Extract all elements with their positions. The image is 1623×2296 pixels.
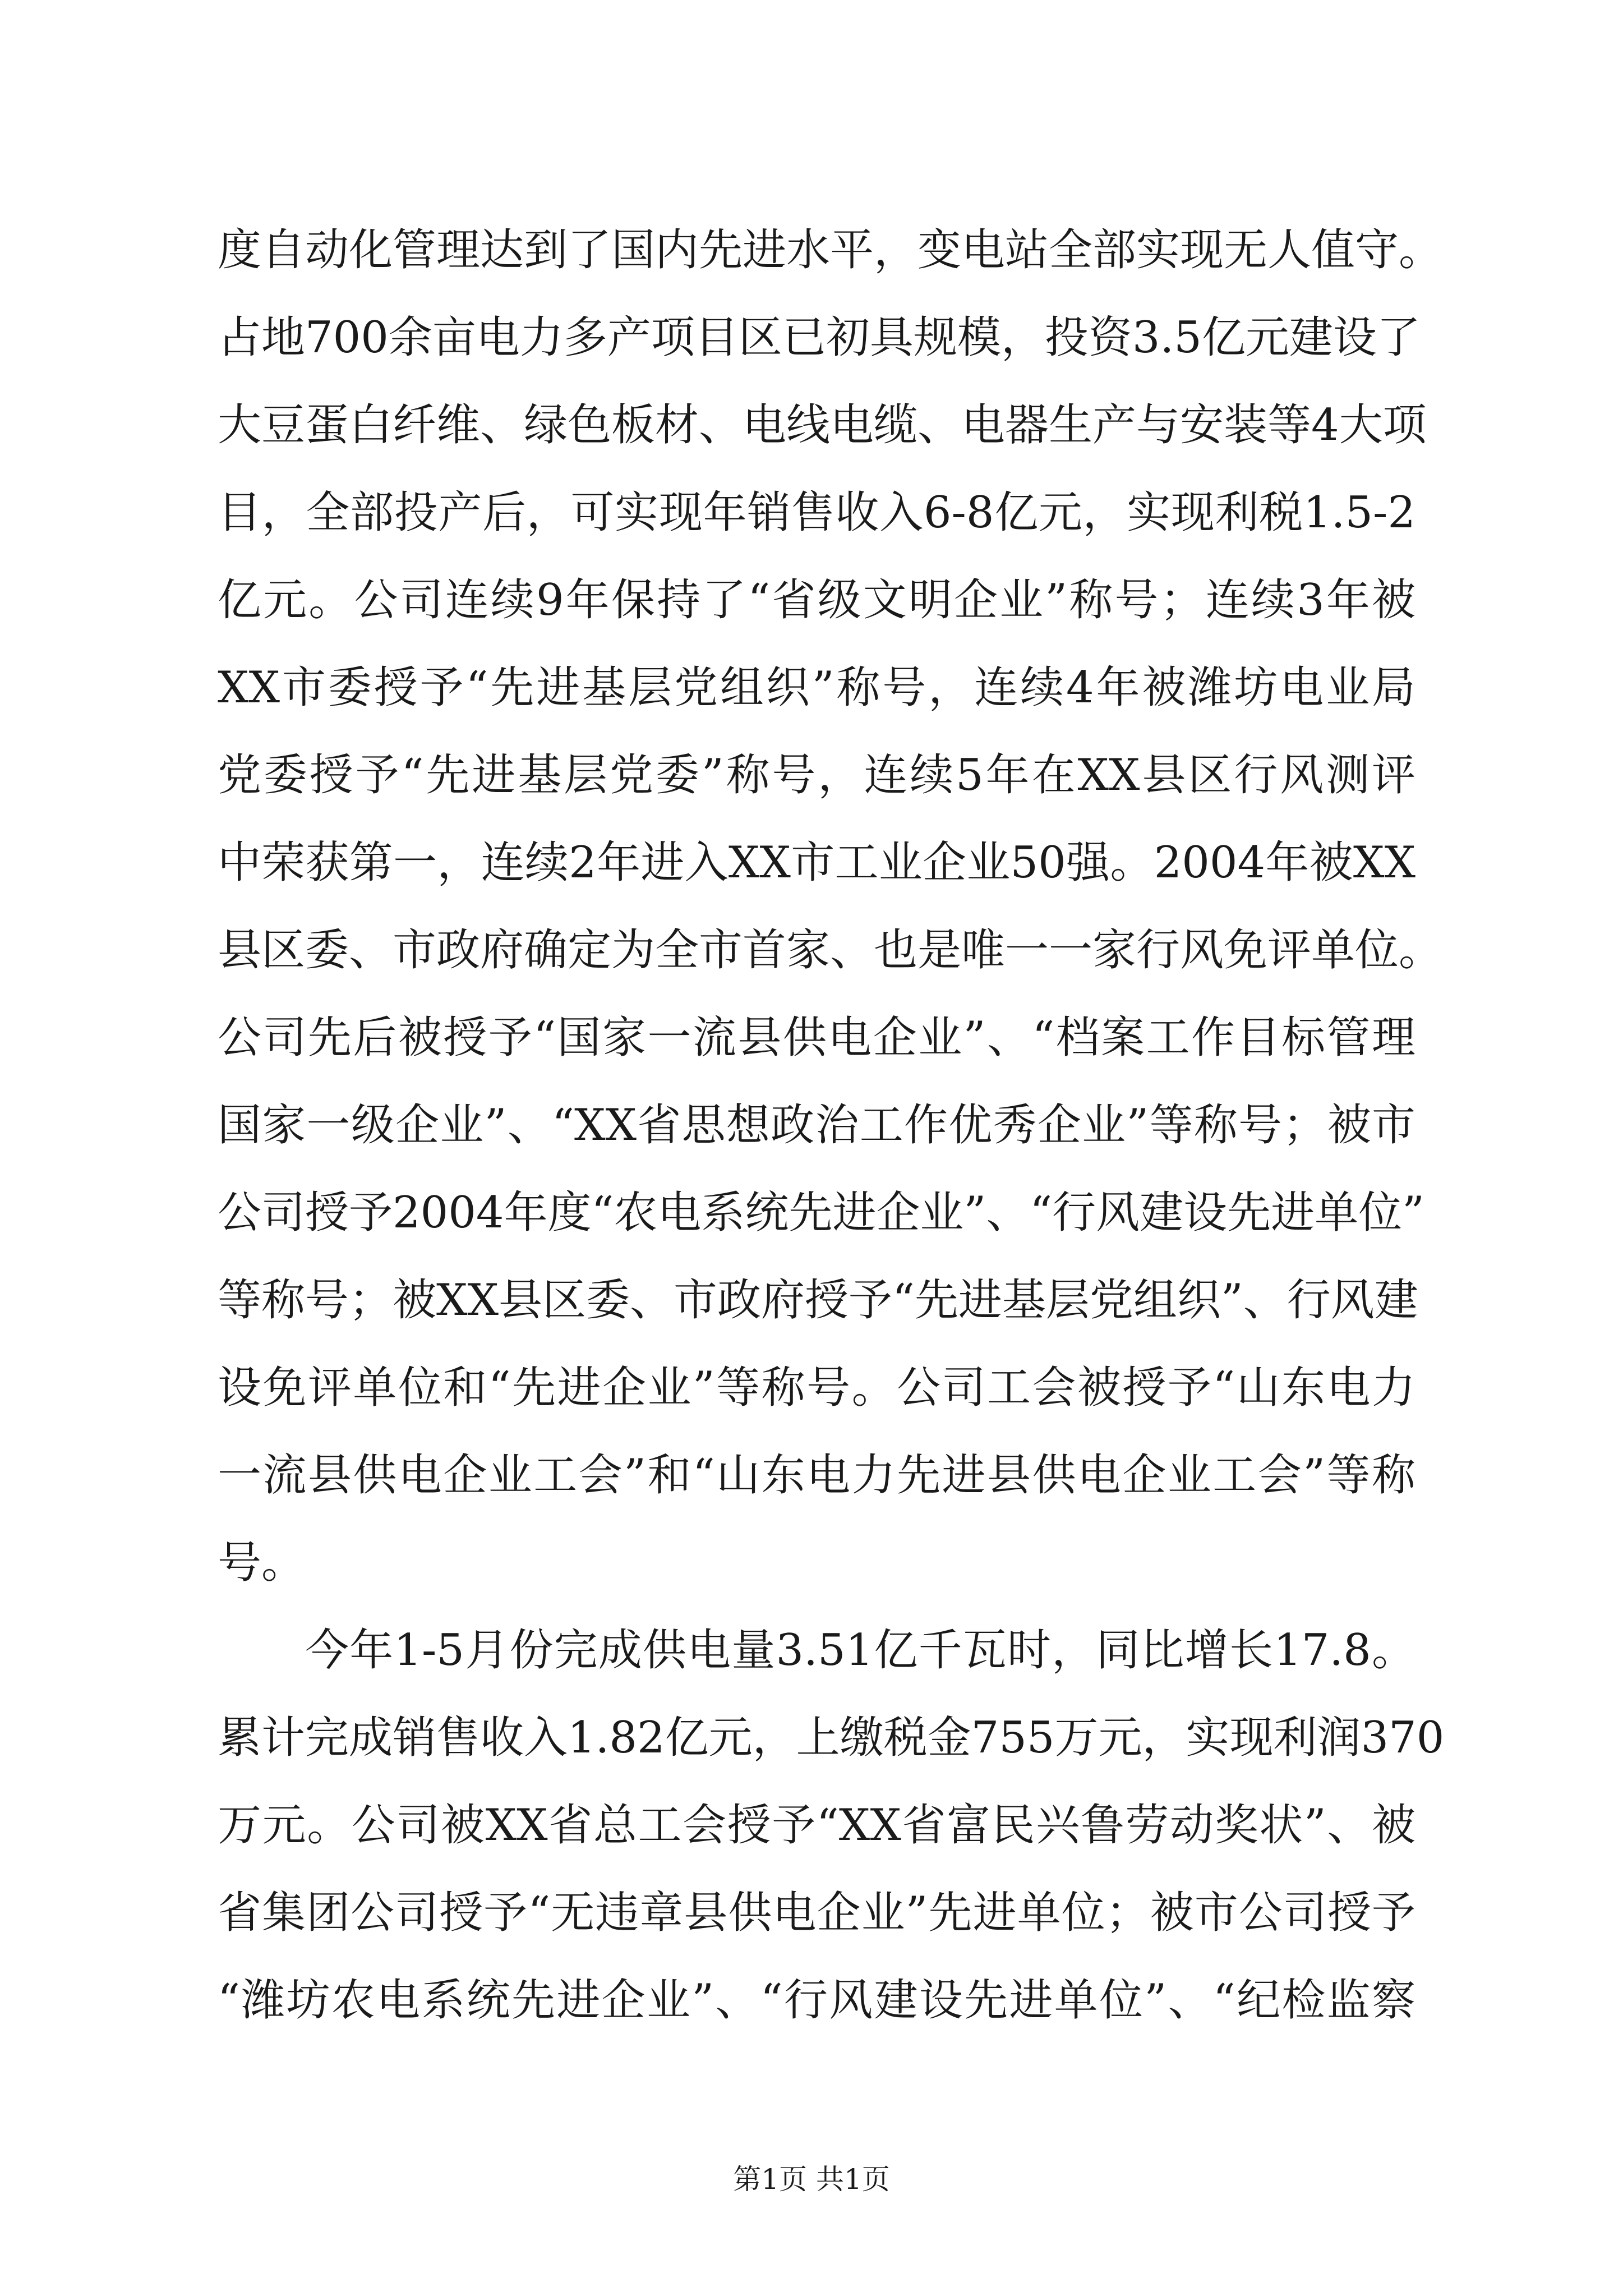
text-line: 县区委、市政府确定为全市首家、也是唯一一家行风免评单位。 [218,925,1443,976]
text-line: 公司授予2004年度“农电系统先进企业”、“行风建设先进单位” [218,1188,1425,1238]
text-line: 省集团公司授予“无违章县供电企业”先进单位；被市公司授予 [218,1888,1415,1938]
text-line: 万元。公司被XX省总工会授予“XX省富民兴鲁劳动奖状”、被 [218,1800,1415,1851]
text-line: 目，全部投产后，可实现年销售收入6-8亿元，实现利税1.5-2 [218,487,1415,538]
text-line: 度自动化管理达到了国内先进水平，变电站全部实现无人值守。 [218,225,1443,275]
text-line: “潍坊农电系统先进企业”、“行风建设先进单位”、“纪检监察 [218,1975,1415,2026]
text-line: 亿元。公司连续9年保持了“省级文明企业”称号；连续3年被 [218,575,1415,625]
text-line: 公司先后被授予“国家一流县供电企业”、“档案工作目标管理 [218,1013,1415,1063]
text-line: 设免评单位和“先进企业”等称号。公司工会被授予“山东电力 [218,1363,1415,1413]
text-line: 中荣获第一，连续2年进入XX市工业企业50强。2004年被XX [218,838,1415,888]
text-line: 大豆蛋白纤维、绿色板材、电线电缆、电器生产与安装等4大项 [218,400,1427,450]
text-line: 党委授予“先进基层党委”称号，连续5年在XX县区行风测评 [218,750,1415,800]
text-line: 一流县供电企业工会”和“山东电力先进县供电企业工会”等称 [218,1450,1415,1501]
text-line-paragraph-end: 号。 [218,1538,306,1588]
text-line: 等称号；被XX县区委、市政府授予“先进基层党组织”、行风建 [218,1275,1418,1326]
page-footer: 第1页 共1页 [733,2163,890,2196]
text-line: 国家一级企业”、“XX省思想政治工作优秀企业”等称号；被市 [218,1100,1415,1151]
document-body [218,206,1445,2044]
text-line: 累计完成销售收入1.82亿元，上缴税金755万元，实现利润370 [218,1713,1445,1763]
text-line: XX市委授予“先进基层党组织”称号，连续4年被潍坊电业局 [218,662,1415,713]
text-line-paragraph-start: 今年1-5月份完成供电量3.51亿千瓦时，同比增长17.8。 [305,1625,1415,1676]
text-line: 占地700余亩电力多产项目区已初具规模，投资3.5亿元建设了 [218,312,1421,363]
